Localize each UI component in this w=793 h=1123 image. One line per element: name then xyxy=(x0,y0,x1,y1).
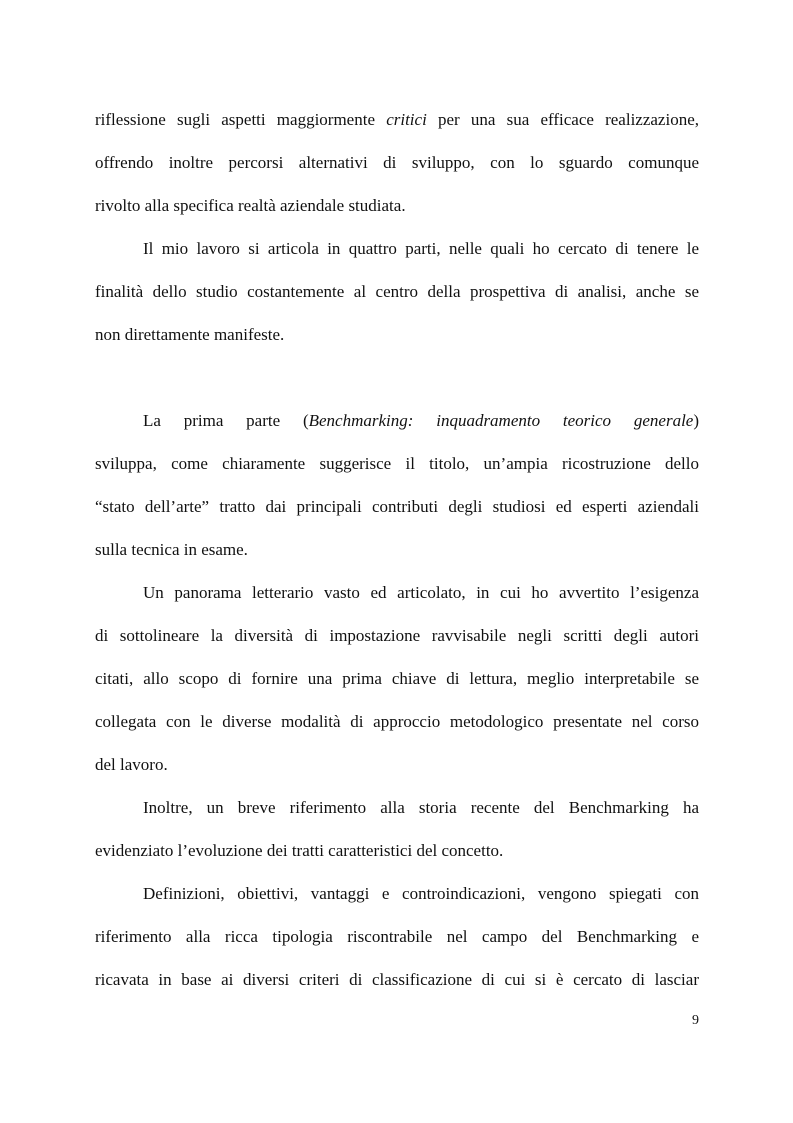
text-segment: citati, allo scopo di fornire una prima chiave di lettura, meglio interpretabile se xyxy=(95,669,699,688)
text-segment: sulla tecnica in esame. xyxy=(95,540,248,559)
paragraph xyxy=(95,786,699,872)
italic-text: critici xyxy=(386,110,427,129)
paragraph xyxy=(95,571,699,786)
text-segment: per una sua efficace realizzazione, xyxy=(426,110,699,129)
text-line xyxy=(95,270,699,313)
text-segment: ) xyxy=(693,411,700,430)
text-line xyxy=(95,528,699,571)
text-segment: non direttamente manifeste. xyxy=(95,325,285,344)
text-segment: offrendo inoltre percorsi alternativi di sviluppo, con lo sguardo comunque xyxy=(95,153,699,172)
paragraph xyxy=(95,872,699,1001)
text-segment: Definizioni, obiettivi, vantaggi e controindicazioni, vengono spiegati con xyxy=(143,884,699,903)
text-segment: sviluppa, come chiaramente suggerisce il titolo, un’ampia ricostruzione dello xyxy=(95,454,699,473)
text-segment: Inoltre, un breve riferimento alla storia recente del Benchmarking ha xyxy=(143,798,699,817)
text-line xyxy=(95,184,699,227)
paragraph-gap xyxy=(95,356,699,399)
text-line xyxy=(95,915,699,958)
paragraph xyxy=(95,227,699,356)
text-line xyxy=(95,657,699,700)
text-line xyxy=(95,141,699,184)
text-segment: evidenziato l’evoluzione dei tratti caratteristici del concetto. xyxy=(95,841,504,860)
text-segment: di sottolineare la diversità di impostazione ravvisabile negli scritti degli autori xyxy=(95,626,699,645)
italic-text: Benchmarking: inquadramento teorico generale xyxy=(308,411,694,430)
text-line xyxy=(95,614,699,657)
text-segment: Il mio lavoro si articola in quattro parti, nelle quali ho cercato di tenere le xyxy=(143,239,699,258)
text-segment: La prima parte ( xyxy=(143,411,309,430)
text-segment: del lavoro. xyxy=(95,755,168,774)
paragraph xyxy=(95,399,699,571)
text-segment: riferimento alla ricca tipologia riscontrabile nel campo del Benchmarking e xyxy=(95,927,699,946)
text-segment: rivolto alla specifica realtà aziendale studiata. xyxy=(95,196,406,215)
text-line xyxy=(95,442,699,485)
text-segment: collegata con le diverse modalità di approccio metodologico presentate nel corso xyxy=(95,712,699,731)
text-line xyxy=(95,98,699,141)
page-number: 9 xyxy=(692,1013,699,1028)
text-segment: Un panorama letterario vasto ed articolato, in cui ho avvertito l’esigenza xyxy=(143,583,699,602)
text-line xyxy=(95,786,699,829)
text-line xyxy=(95,700,699,743)
text-segment: “stato dell’arte” tratto dai principali contributi degli studiosi ed esperti aziendali xyxy=(95,497,699,516)
text-line xyxy=(95,399,699,442)
text-line xyxy=(95,829,699,872)
text-line xyxy=(95,571,699,614)
text-line xyxy=(95,485,699,528)
text-line xyxy=(95,872,699,915)
text-segment: ricavata in base ai diversi criteri di classificazione di cui si è cercato di lasciar xyxy=(95,970,699,989)
paragraph xyxy=(95,98,699,227)
document-body xyxy=(95,98,699,1001)
text-line xyxy=(95,313,699,356)
text-line xyxy=(95,227,699,270)
text-line xyxy=(95,958,699,1001)
text-segment: finalità dello studio costantemente al centro della prospettiva di analisi, anche se xyxy=(95,282,699,301)
text-segment: riflessione sugli aspetti maggiormente xyxy=(95,110,387,129)
text-line xyxy=(95,743,699,786)
